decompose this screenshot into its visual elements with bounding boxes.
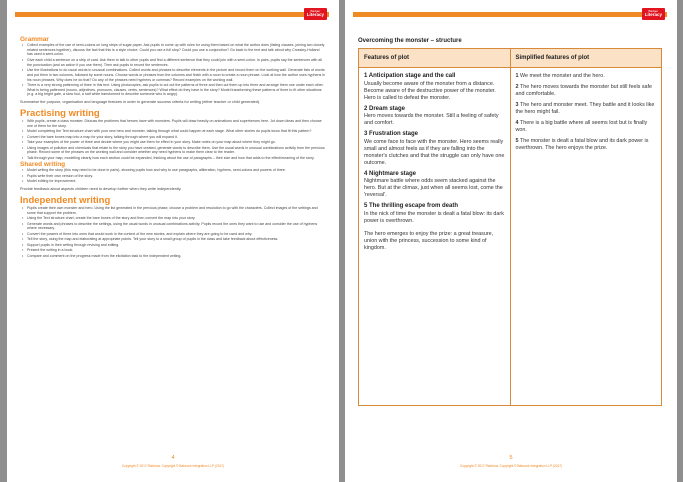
grammar-item: • There is a very strong patterning of three in this text. Using photocopies, ask pupils to cut out the patterns of three and then cut them up into three and arrange them one under each other. What is being patterned (nouns, adjectives, pronouns, clauses, verbs, sentences)? What effect do they have in the story? Model transforming these patterns of three to fit other situations (e.g. a big bright gate, a slow fool, a half white transformed to describe someone who is angry). (27, 83, 326, 97)
col-header-simplified: Simplified features of plot (510, 49, 662, 68)
practising-item: • Using images of pollution and chemicals that relate to the story you have created, generate words to describe them. Use the usual words in unusual combinations activity from the previous phase. Record some of the phrases on the working wall and consider whether any need hyphens to make them clear to the reader. (27, 146, 326, 155)
practising-list (20, 119, 326, 161)
badge-sub: Badger (648, 9, 659, 13)
simplified-text: The monster is dealt a fatal blow and its dark power is overthrown. The hero enjoys the prize. (515, 138, 649, 151)
grammar-list (20, 43, 326, 97)
simplified-num: 3 (515, 102, 519, 108)
independent-heading: Independent writing (20, 195, 111, 207)
simplified-text: We meet the monster and the hero. (520, 73, 605, 79)
independent-item: • Convert the powers of three into ones that would work in the context of the new stories, and explain where they are going to be used and why. (27, 232, 326, 237)
stage-text: Usually become aware of the monster from a distance. Become aware of the destructive power of the monster. Hero is called to defeat the monster. (364, 80, 496, 101)
shared-item: • Pupils write their own version of the story. (27, 174, 326, 179)
independent-item: • Tell the story, using the map and elaborating at appropriate points. Tell your story to a small group of pupils in the class and take feedback about effectiveness. (27, 237, 326, 242)
simplified-text: The hero and monster meet. They battle and it looks like the hero might fail. (515, 102, 655, 115)
stage-title: 1 Anticipation stage and the call (364, 73, 456, 79)
badge-label: Literacy (644, 12, 662, 18)
shared-item: • Model editing for improvement. (27, 179, 326, 184)
simplified-item (516, 120, 657, 134)
grammar-item: • Use the illustrations to do usual words in unusual combinations. Collect words and phrases to describe elements in the picture and record them on the working wall. Generate lists of words and put them in two columns, followed by some nouns. Choose words or phrases from the columns and finish with a noun to create a noun phrase. Look at how the author uses hyphens in his noun phrases. Why does he do that? Do any of the phrases need hyphens or commas? Record examples on the working wall. (27, 68, 326, 82)
copyright: Copyright © 2017 Rainbow. Copyright © Babcock Integration LLP (2017) (459, 464, 563, 468)
stage-text: Hero moves towards the monster. Still a feeling of safety and comfort. (364, 113, 499, 126)
col-header-features: Features of plot (359, 49, 511, 68)
simplified-cell (510, 68, 662, 406)
shared-list (20, 168, 326, 184)
stage-title: 4 Nightmare stage (364, 170, 417, 177)
plot-structure-table (358, 48, 662, 406)
page-number: 5 (509, 455, 513, 461)
stage-title: 3 Frustration stage (364, 131, 419, 137)
stage-title: 2 Dream stage (364, 105, 406, 112)
grammar-item: • Give each child a sentence on a strip of card. Ask them to talk to other pupils and find a different sentence that they could join with a semi-colon. In pairs, pupils say the sentences with all the punctuation (and an action if you use them). Then ask pupils to record the sentences. (27, 58, 326, 67)
shared-heading: Shared writing (20, 161, 66, 169)
stage-text: In the nick of time the monster is dealt a fatal blow: its dark power is overthrown. (364, 210, 504, 224)
practising-heading: Practising writing (20, 108, 100, 120)
independent-item: • Support pupils in their writing through revising and editing. (27, 243, 326, 248)
copyright: Copyright © 2017 Rainbow. Copyright © Babcock Integration LLP (2017) (121, 464, 225, 468)
simplified-item (516, 84, 657, 98)
stage-text: Nightmare battle where odds seem stacked against the hero. But at the climax, just when all seems lost, come the 'reversal'. (364, 178, 503, 198)
simplified-num: 5 (515, 138, 519, 144)
practising-item: • Convert the bare bones map into a map for your story, talking through where you will expand it. (27, 135, 326, 140)
sheet-title: Overcoming the monster – structure (358, 38, 462, 44)
literacy-badge (304, 8, 327, 20)
independent-list (20, 206, 326, 259)
practising-item: • With pupils, create a class monster. Discuss the problems that heroes have with monsters. Pupils will draw heavily on animations and superheroes here. Jot down ideas and then choose one of them for the story. (27, 119, 326, 128)
practising-item: • Talk through your map, modelling clearly how each section could be expanded, thinking about the use of paragraphs – their size and how that adds to the effect/meaning of the story. (27, 156, 326, 161)
grammar-heading: Grammar (20, 36, 49, 43)
practising-item: • Take your examples of the power of three and decide where you might use them for effect in your story. Make notes on your map about where they might go. (27, 140, 326, 145)
simplified-text: The hero moves towards the monster but still feels safe and comfortable. (515, 84, 653, 97)
badge-sub: Badger (310, 9, 321, 13)
features-cell (359, 68, 511, 406)
lesson-content (20, 36, 326, 451)
literacy-badge (642, 8, 665, 20)
page-number: 4 (171, 455, 175, 461)
grammar-summary: Summarise the purpose, organisation and language features in order to generate success criteria for writing (either teacher or child generated). (20, 100, 261, 105)
simplified-item (516, 102, 657, 116)
independent-item: • Using the Text structure chart, create the bare bones of the story and then convert the map into your story. (27, 216, 326, 221)
simplified-item (516, 73, 657, 80)
page-right (345, 0, 677, 482)
simplified-text: There is a big battle where all seems lost but is finally won. (515, 120, 648, 133)
simplified-item (516, 138, 657, 152)
practising-item: • Model completing the Text structure chart with your new hero and monster, talking through what could happen at each stage. What other stories do pupils know that fit this pattern? (27, 129, 326, 134)
simplified-num: 4 (515, 120, 519, 126)
shared-summary: Provide feedback about aspects children need to develop further when they write independently. (20, 187, 182, 192)
stage-text: The hero emerges to enjoy the prize: a great treasure, union with the princess, succession to some kind of kingdom. (364, 230, 494, 251)
independent-item: • Present the writing in a book. (27, 248, 326, 253)
stage-text: We come face to face with the monster. Hero seems really small and almost feels as if they are falling into the monster's clutches and that the struggle can only have one outcome. (364, 138, 505, 166)
independent-item: • Compare and comment on the progress made from the elicitation task to the independent writing. (27, 254, 326, 259)
grammar-item: • Collect examples of the use of semi-colons on long strips of sugar paper. Ask pupils to come up with rules for using them based on what the author does (listing clauses, joining two closely related sentences together), discuss the fact that this is a style choice. Could you use a full stop? Could you use a conjunction? Go back to the text and talk about why Crossley-Holland has used a semi-colon. (27, 43, 326, 57)
stage-title: 5 The thrilling escape from death (364, 203, 459, 209)
simplified-num: 1 (515, 73, 519, 79)
simplified-num: 2 (515, 84, 519, 90)
independent-item: • Generate words and phrases to describe the settings, using the usual words in unusual combinations activity. Pupils record the ones they want to use and consider the use of hyphens where necessary. (27, 222, 326, 231)
shared-item: • Model writing the story (this may need to be done in parts), showing pupils how and why to use paragraphs, alliteration, hyphens, semi-colons and powers of three. (27, 168, 326, 173)
independent-item: • Pupils create their own monster and hero. Using the list generated in the previous phase, choose a problem and resolution to go with the characters. Collect images of the settings and some that support the problem. (27, 206, 326, 215)
page-left (7, 0, 339, 482)
badge-label: Literacy (306, 12, 324, 18)
